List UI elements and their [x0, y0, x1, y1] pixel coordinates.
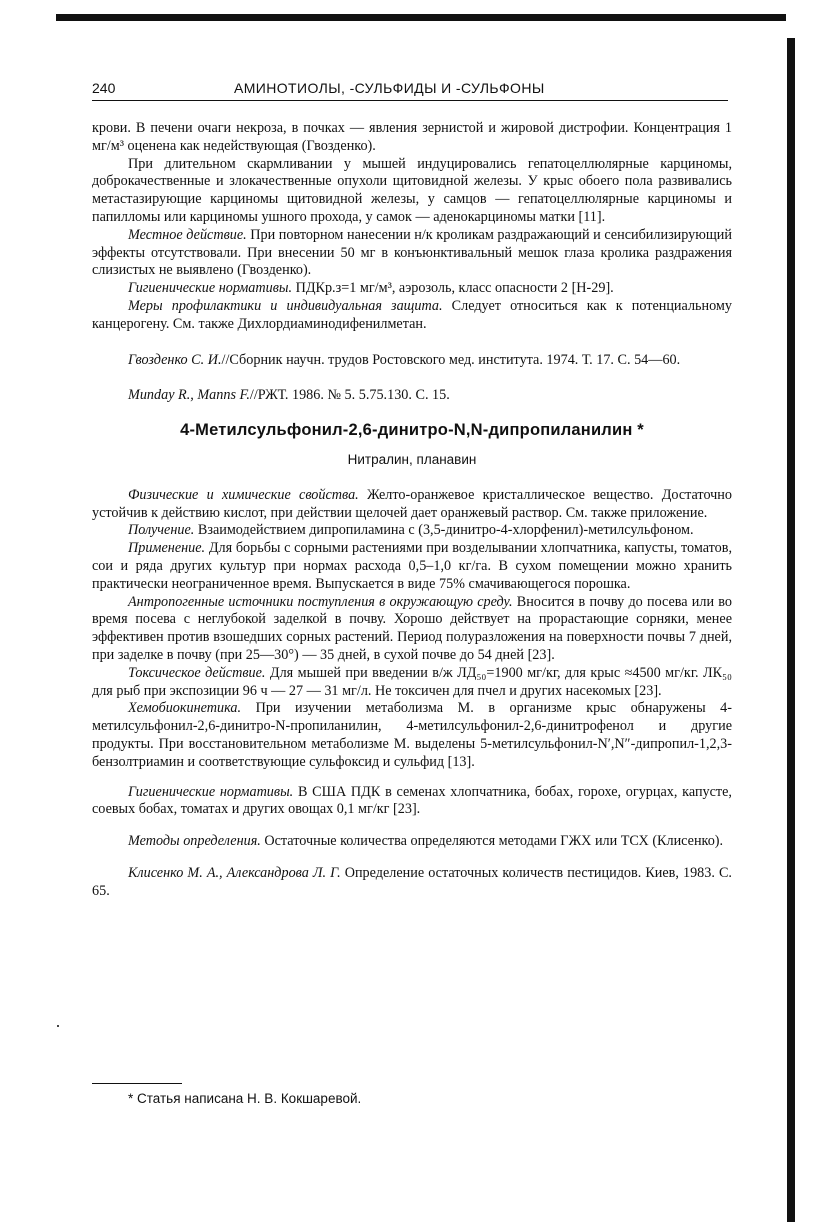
- page-number: 240: [92, 80, 116, 96]
- label-methods: Методы определения.: [128, 833, 261, 850]
- page-body: [92, 120, 732, 900]
- text-hygiene-norms: ПДКр.з=1 мг/м³, аэрозоль, класс опасности 2 [Н-29].: [292, 280, 614, 297]
- text-biokinetics: При изучении метаболизма М. в организме крыс обнаружены 4-метилсульфонил-2,6-динитро-N-пропиланилин, 4-метилсульфонил-2,6-динитрофенол и другие продукты. При восстановительном метаболизме М. выделены 5-метилсульфонил-N′,N″-дипропил-1,2,3-бензолтриамин и соответствующие сульфоксид и сульфид [13].: [92, 700, 732, 770]
- text-toxic-action: Для мышей при введении в/ж ЛД₅₀=1900 мг/кг, для крыс ≈4500 мг/кг. ЛК₅₀ для рыб при экспозиции 96 ч — 27 — 31 мг/л. Не токсичен для пчел и других насекомых [23].: [92, 664, 733, 699]
- scan-speck: [57, 1025, 59, 1027]
- ref-text-munday: //РЖТ. 1986. № 5. 5.75.130. С. 15.: [249, 387, 450, 404]
- label-biokinetics: Хемобиокинетика.: [128, 700, 242, 717]
- article-title: 4-Метилсульфонил-2,6-динитро-N,N-дипропиланилин *: [180, 421, 644, 440]
- text-properties: Желто-оранжевое кристаллическое вещество. Достаточно устойчив к действию кислот, при действии щелочей дает оранжевый раствор. См. также приложение.: [92, 486, 732, 521]
- scan-top-border: [56, 14, 786, 21]
- paragraph-preparation: [92, 522, 732, 540]
- paragraph-biokinetics: [92, 700, 732, 771]
- text-local-action: При повторном нанесении н/к кроликам раздражающий и сенсибилизирующий эффекты отсутствовали. При внесении 50 мг в конъюнктивальный мешок глаза кролика раздражения слизистых не выявлено (Гвозденко).: [92, 226, 732, 279]
- paragraph-local-action: [92, 227, 732, 280]
- paragraph-toxic-action: [92, 665, 732, 701]
- label-hygiene-norms: Гигиенические нормативы.: [128, 280, 293, 297]
- label-local-action: Местное действие.: [128, 226, 247, 243]
- footnote-rule: [92, 1083, 182, 1084]
- paragraph-properties: [92, 487, 732, 523]
- reference-klisenko: [92, 865, 732, 901]
- running-header: [92, 78, 728, 100]
- paragraph-carcinogenicity: При длительном скармливании у мышей индуцировались гепатоцеллюлярные карциномы, доброкачественные и злокачественные опухоли щитовидной железы. У крыс обоего пола развивались метастазирующие карциномы щитовидной железы, у самцов — гепатоцеллюлярные карциномы и папилломы или карциномы ушного прохода, у самок — аденокарциномы матки [11].: [92, 155, 732, 225]
- paragraph-methods: [92, 833, 732, 851]
- text-norms: В США ПДК в семенах хлопчатника, бобах, горохе, огурцах, капусте, соевых бобах, томатах и других овощах 0,1 мг/кг [23].: [92, 783, 732, 818]
- scan-right-border: [787, 38, 795, 1222]
- ref-text-gvozdenko: //Сборник научн. трудов Ростовского мед. института. 1974. Т. 17. С. 54—60.: [221, 351, 681, 368]
- paragraph-protection: [92, 298, 732, 334]
- paragraph-application: [92, 540, 732, 593]
- label-preparation: Получение.: [128, 522, 195, 539]
- label-sources: Антропогенные источники поступления в окружающую среду.: [128, 593, 513, 610]
- label-application: Применение.: [128, 540, 206, 557]
- ref-author-klisenko: Клисенко М. А., Александрова Л. Г.: [128, 864, 341, 881]
- paragraph-sources: [92, 594, 732, 665]
- reference-munday: [92, 387, 732, 405]
- label-protection: Меры профилактики и индивидуальная защита.: [128, 297, 443, 314]
- paragraph-norms: [92, 784, 732, 820]
- reference-gvozdenko: [92, 352, 732, 370]
- ref-text-klisenko: Определение остаточных количеств пестицидов. Киев, 1983. С. 65.: [92, 864, 732, 899]
- label-properties: Физические и химические свойства.: [128, 486, 359, 503]
- label-norms: Гигиенические нормативы.: [128, 783, 294, 800]
- text-application: Для борьбы с сорными растениями при возделывании хлопчатника, капусты, томатов, сои и ряда других культур при нормах расхода 0,5–1,0 кг/га. В сухом помещении можно хранить практически неограниченное время. Выпускается в виде 75% смачивающегося порошка.: [92, 540, 732, 592]
- paragraph-hygiene-norms: [92, 280, 732, 298]
- article-synonyms: Нитралин, планавин: [347, 451, 477, 467]
- footnote: * Статья написана Н. В. Кокшаревой.: [128, 1091, 362, 1106]
- text-methods: Остаточные количества определяются методами ГЖХ или ТСХ (Клисенко).: [260, 833, 724, 850]
- ref-author-munday: Munday R., Manns F.: [128, 387, 250, 404]
- text-sources: Вносится в почву до посева или во время посева с неглубокой заделкой в почву. Хорошо действует на прорастающие сорняки, менее эффективен против взошедших сорных растений. Период полуразложения на поверхности почвы 7 дней, при заделке в почву (при 25—30°) — 35 дней, в сухой почве до 54 дней [23].: [92, 593, 732, 663]
- text-protection: Следует относиться как к потенциальному канцерогену. См. также Дихлордиаминодифенилметан.: [92, 297, 732, 332]
- header-rule: [92, 100, 728, 101]
- text-preparation: Взаимодействием дипропиламина с (3,5-динитро-4-хлорфенил)-метилсульфоном.: [194, 522, 694, 539]
- label-toxic-action: Токсическое действие.: [128, 664, 266, 681]
- ref-author-gvozdenko: Гвозденко С. И.: [128, 351, 222, 368]
- paragraph-continuation: крови. В печени очаги некроза, в почках — явления зернистой и жировой дистрофии. Концентрация 1 мг/м³ оценена как недействующая (Гвозденко).: [92, 120, 732, 154]
- running-title: АМИНОТИОЛЫ, -СУЛЬФИДЫ И -СУЛЬФОНЫ: [234, 80, 545, 96]
